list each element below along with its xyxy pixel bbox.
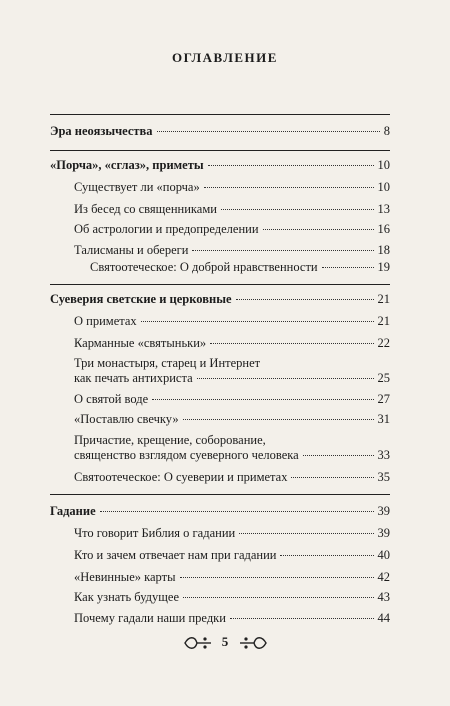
toc-item[interactable] bbox=[74, 371, 390, 386]
toc-item-label: О приметах bbox=[74, 314, 137, 328]
toc-page-number: 21 bbox=[377, 314, 390, 328]
toc-item[interactable] bbox=[74, 590, 390, 605]
leader-dots bbox=[192, 250, 373, 251]
toc-page-number: 42 bbox=[377, 570, 390, 584]
toc-item[interactable] bbox=[74, 243, 390, 258]
toc-item[interactable] bbox=[74, 202, 390, 217]
toc-item-label-line: Три монастыря, старец и Интернет bbox=[74, 356, 261, 370]
leader-dots bbox=[197, 378, 374, 379]
toc-item-label: Почему гадали наши предки bbox=[74, 611, 226, 625]
leader-dots bbox=[221, 209, 374, 210]
toc-item-label: Кто и зачем отвечает нам при гадании bbox=[74, 548, 277, 562]
leader-dots bbox=[239, 533, 373, 534]
toc-item[interactable] bbox=[74, 611, 390, 626]
toc-page-number: 25 bbox=[377, 371, 390, 385]
toc-item[interactable] bbox=[74, 470, 390, 485]
toc-section-label: Суеверия светские и церковные bbox=[50, 292, 232, 306]
toc-section-label: Гадание bbox=[50, 504, 96, 518]
toc-item-label: Что говорит Библия о гадании bbox=[74, 526, 236, 540]
toc-item-label-line: Причастие, крещение, соборование, bbox=[74, 433, 266, 447]
page-title: оглавление bbox=[172, 46, 278, 67]
toc-section[interactable] bbox=[50, 158, 390, 173]
toc-page-number: 22 bbox=[377, 336, 390, 350]
leader-dots bbox=[183, 597, 374, 598]
divider bbox=[50, 150, 390, 151]
leader-dots bbox=[322, 267, 374, 268]
leader-dots bbox=[152, 399, 373, 400]
leader-dots bbox=[204, 187, 374, 188]
toc-item-label: О святой воде bbox=[74, 392, 149, 406]
toc-page-number: 18 bbox=[377, 243, 390, 257]
toc-item-label: Существует ли «порча» bbox=[74, 180, 200, 194]
toc-section[interactable] bbox=[50, 504, 390, 519]
toc-page-number: 27 bbox=[377, 392, 390, 406]
toc-page-number: 10 bbox=[377, 180, 390, 194]
toc-page-number: 44 bbox=[377, 611, 390, 625]
toc-item-label: Святоотеческое: О суеверии и приметах bbox=[74, 470, 288, 484]
leader-dots bbox=[183, 419, 374, 420]
leader-dots bbox=[208, 165, 374, 166]
toc-item-label: «Невинные» карты bbox=[74, 570, 176, 584]
toc-item[interactable] bbox=[74, 548, 390, 563]
toc-item[interactable] bbox=[74, 314, 390, 329]
toc-item[interactable] bbox=[74, 222, 390, 237]
toc-page-number: 39 bbox=[377, 504, 390, 518]
toc-item-label: Из бесед со священниками bbox=[74, 202, 217, 216]
divider bbox=[50, 114, 390, 115]
toc-page-number: 33 bbox=[377, 448, 390, 462]
toc-item[interactable] bbox=[74, 570, 390, 585]
toc-item-label: Святоотеческое: О доброй нравственности bbox=[90, 260, 318, 274]
toc-page-number: 35 bbox=[377, 470, 390, 484]
leader-dots bbox=[100, 511, 374, 512]
toc-item-label: как печать антихриста bbox=[74, 371, 193, 385]
ornament-icon bbox=[238, 634, 268, 649]
toc-item[interactable] bbox=[74, 412, 390, 427]
toc-item[interactable] bbox=[74, 526, 390, 541]
toc-item-label: Карманные «святыньки» bbox=[74, 336, 207, 350]
leader-dots bbox=[141, 321, 374, 322]
toc-item[interactable] bbox=[74, 392, 390, 407]
toc-page-number: 8 bbox=[383, 124, 390, 138]
page-number: 5 bbox=[221, 634, 229, 649]
toc-section[interactable] bbox=[50, 124, 390, 139]
toc-page-number: 21 bbox=[377, 292, 390, 306]
leader-dots bbox=[180, 577, 374, 578]
leader-dots bbox=[230, 618, 374, 619]
toc-item-label: Талисманы и обереги bbox=[74, 243, 189, 257]
toc-page-number: 10 bbox=[377, 158, 390, 172]
toc-item[interactable] bbox=[90, 260, 390, 275]
toc-item[interactable] bbox=[74, 180, 390, 195]
leader-dots bbox=[263, 229, 374, 230]
leader-dots bbox=[280, 555, 373, 556]
ornament-icon bbox=[183, 634, 216, 649]
divider bbox=[50, 284, 390, 285]
toc-item-label: Как узнать будущее bbox=[74, 590, 179, 604]
leader-dots bbox=[210, 343, 373, 344]
toc-item-label: «Поставлю свечку» bbox=[74, 412, 179, 426]
leader-dots bbox=[236, 299, 374, 300]
toc-page-number: 19 bbox=[377, 260, 390, 274]
leader-dots bbox=[291, 477, 373, 478]
toc-section-label: Эра неоязычества bbox=[50, 124, 153, 138]
toc-page-number: 39 bbox=[377, 526, 390, 540]
toc-page-number: 40 bbox=[377, 548, 390, 562]
page-footer bbox=[0, 634, 450, 652]
toc-section-label: «Порча», «сглаз», приметы bbox=[50, 158, 204, 172]
toc-item[interactable] bbox=[74, 448, 390, 463]
toc-item-label: Об астрологии и предопределении bbox=[74, 222, 259, 236]
toc-item[interactable] bbox=[74, 336, 390, 351]
leader-dots bbox=[303, 455, 374, 456]
toc-page-number: 43 bbox=[377, 590, 390, 604]
toc-page-number: 16 bbox=[377, 222, 390, 236]
toc-page-number: 31 bbox=[377, 412, 390, 426]
leader-dots bbox=[157, 131, 380, 132]
toc-section[interactable] bbox=[50, 292, 390, 307]
toc-page-number: 13 bbox=[377, 202, 390, 216]
toc-item-label: священство взглядом суеверного человека bbox=[74, 448, 299, 462]
divider bbox=[50, 494, 390, 495]
